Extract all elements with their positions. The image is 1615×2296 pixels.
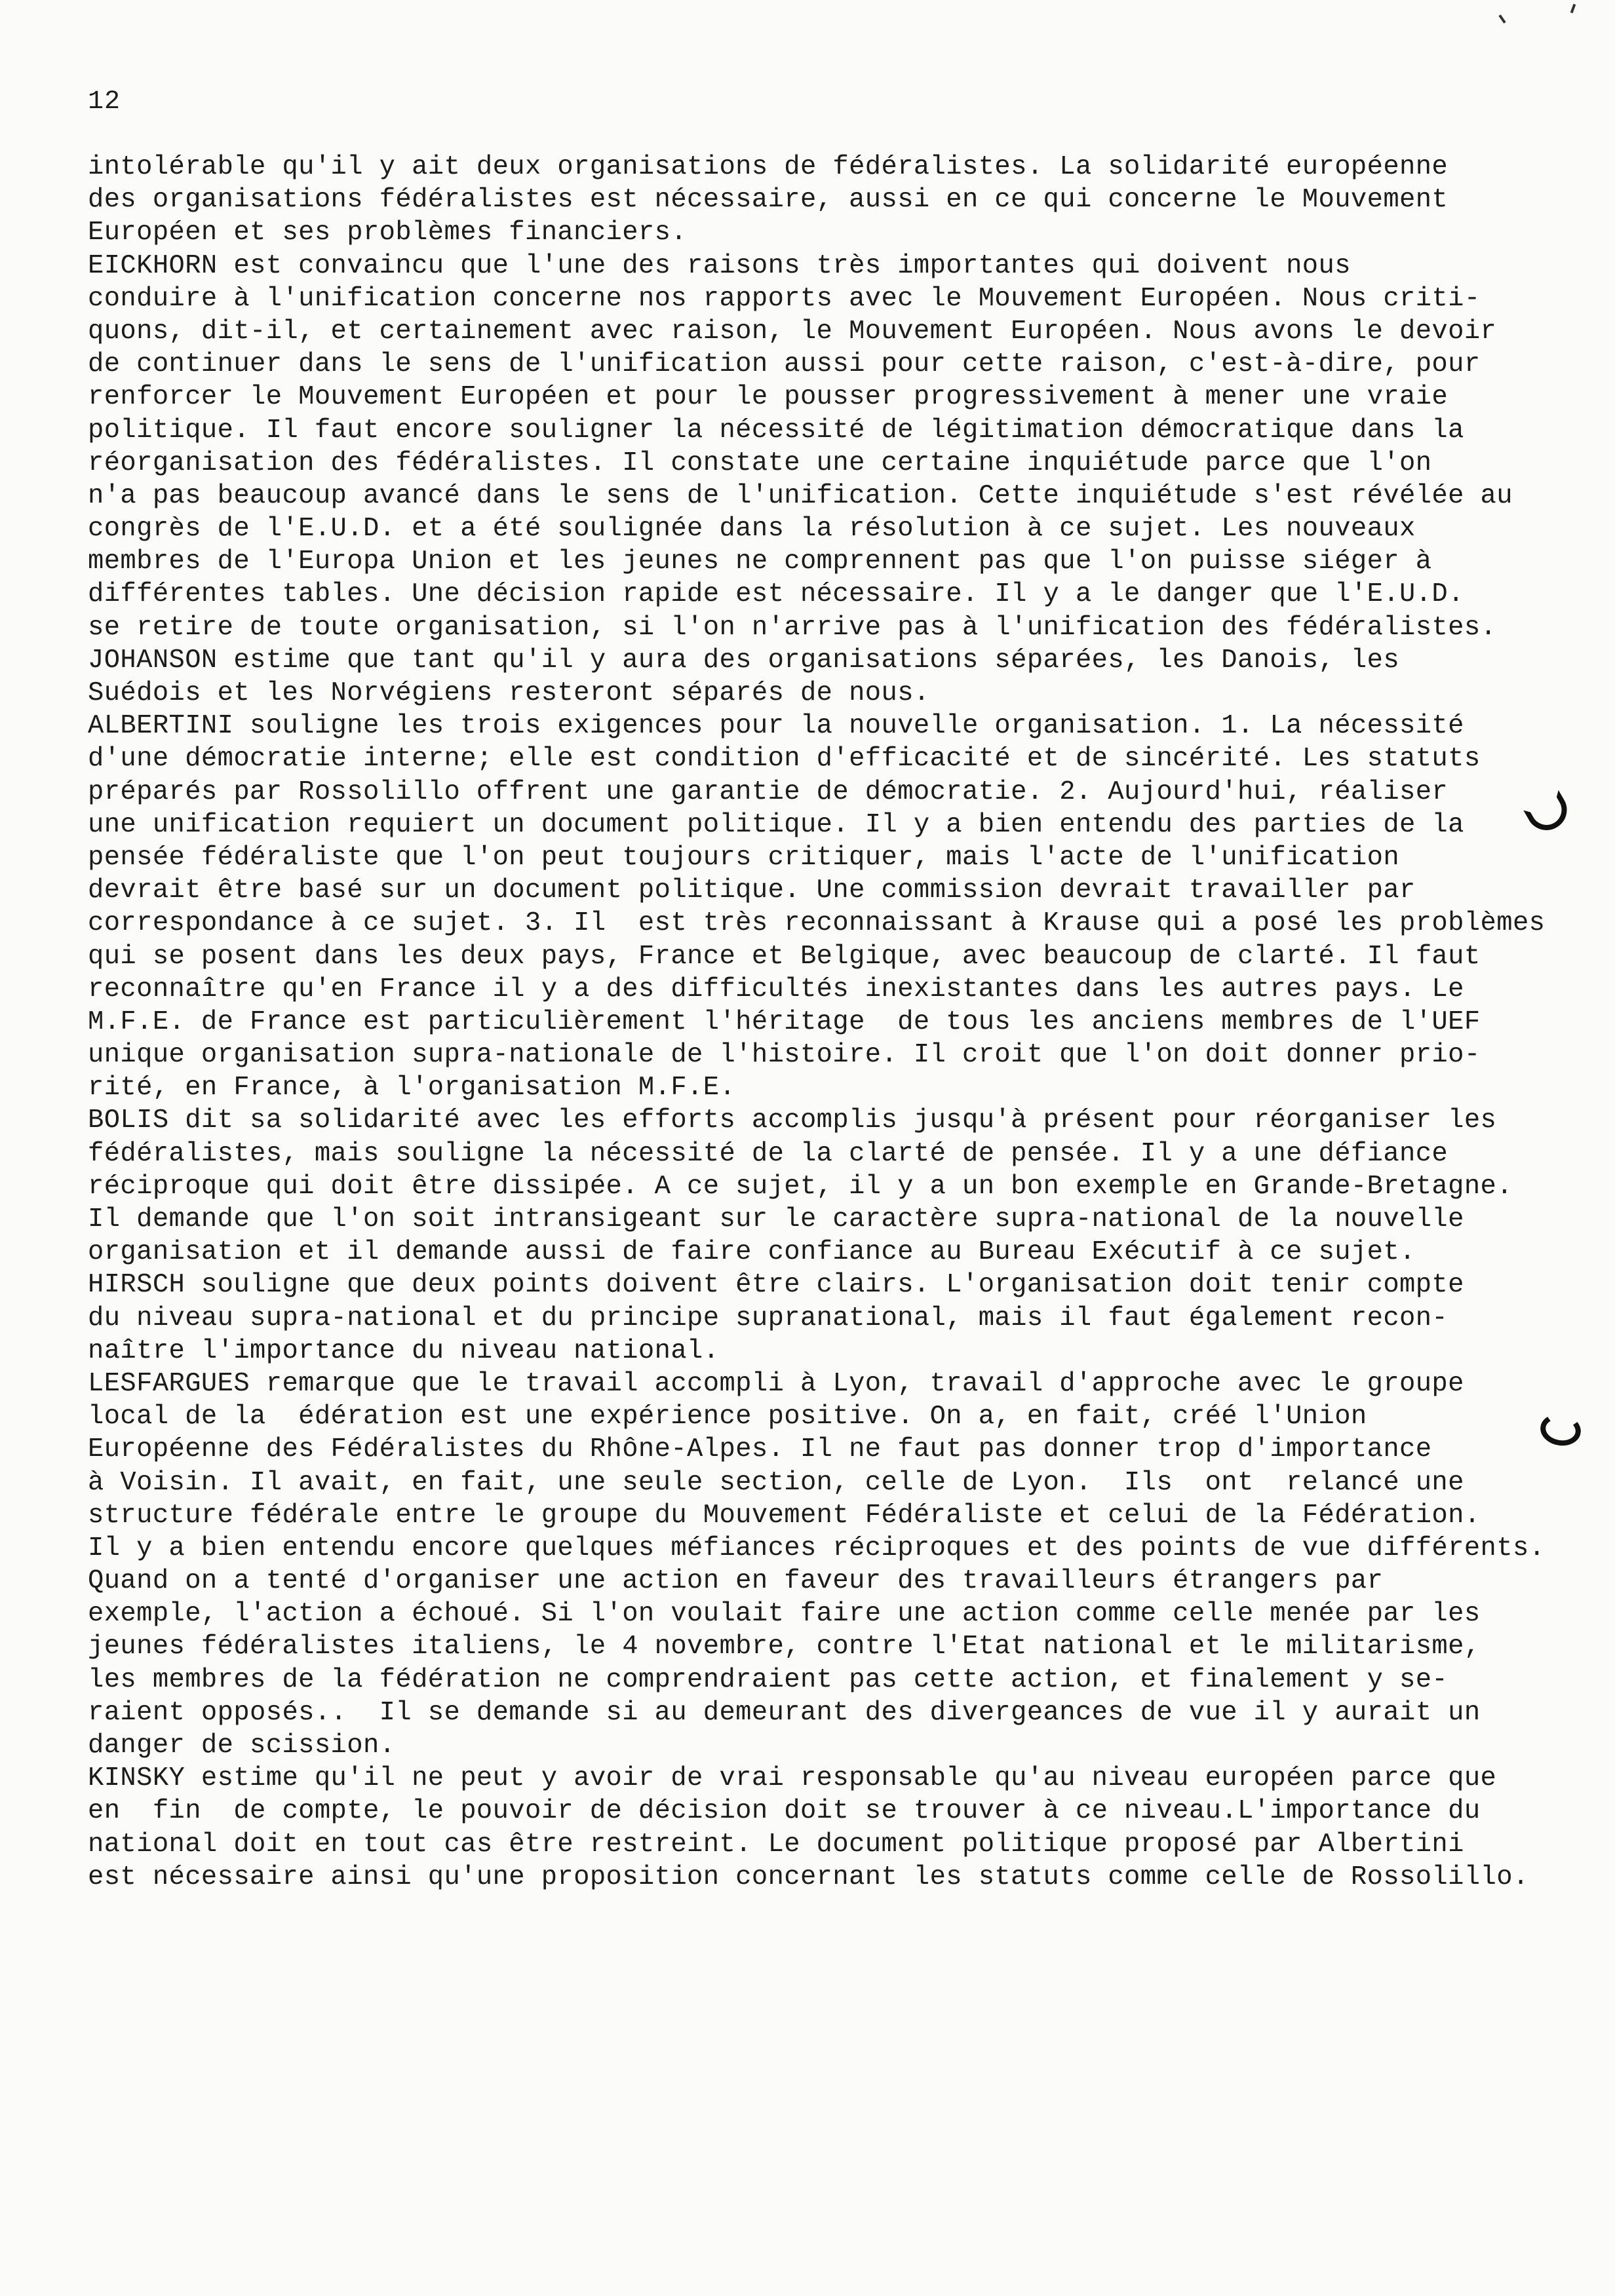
text-line: structure fédérale entre le groupe du Mouvement Fédéraliste et celui de la Fédération.	[88, 1500, 1481, 1531]
text-line: de continuer dans le sens de l'unification aussi pour cette raison, c'est-à-dire, pour	[88, 349, 1481, 380]
text-line: les membres de la fédération ne comprendraient pas cette action, et finalement y se-	[88, 1664, 1449, 1695]
text-line: naître l'importance du niveau national.	[88, 1335, 720, 1366]
text-line: intolérable qu'il y ait deux organisations de fédéralistes. La solidarité européenne	[88, 152, 1449, 182]
text-line: fédéralistes, mais souligne la nécessité de la clarté de pensée. Il y a une défiance	[88, 1138, 1449, 1169]
text-line: réorganisation des fédéralistes. Il constate une certaine inquiétude parce que l'on	[88, 448, 1432, 478]
text-line: reconnaître qu'en France il y a des difficultés inexistantes dans les autres pays. Le	[88, 974, 1464, 1004]
text-line: Il y a bien entendu encore quelques méfiances réciproques et des points de vue différents.	[88, 1533, 1546, 1563]
text-line: Quand on a tenté d'organiser une action en faveur des travailleurs étrangers par	[88, 1566, 1384, 1597]
text-line: qui se posent dans les deux pays, France et Belgique, avec beaucoup de clarté. Il faut	[88, 941, 1481, 972]
text-line: jeunes fédéralistes italiens, le 4 novembre, contre l'Etat national et le militarisme,	[88, 1632, 1481, 1662]
text-line: danger de scission.	[88, 1731, 396, 1761]
text-line: d'une démocratie interne; elle est condition d'efficacité et de sincérité. Les statuts	[88, 744, 1481, 775]
scan-mark	[1570, 4, 1576, 14]
text-line: congrès de l'E.U.D. et a été soulignée dans la résolution à ce sujet. Les nouveaux	[88, 514, 1416, 545]
text-line: devrait être basé sur un document politique. Une commission devrait travailler par	[88, 875, 1416, 906]
text-line: en fin de compte, le pouvoir de décision doit se trouver à ce niveau.L'importance du	[88, 1796, 1481, 1827]
text-line: rité, en France, à l'organisation M.F.E.	[88, 1073, 736, 1103]
text-line: M.F.E. de France est particulièrement l'héritage de tous les anciens membres de l'UEF	[88, 1006, 1481, 1037]
text-line: local de la édération est une expérience positive. On a, en fait, créé l'Union	[88, 1402, 1367, 1432]
text-line: pensée fédéraliste que l'on peut toujours critiquer, mais l'acte de l'unification	[88, 842, 1400, 873]
text-line: quons, dit-il, et certainement avec raison, le Mouvement Européen. Nous avons le devoir	[88, 316, 1497, 347]
text-line: renforcer le Mouvement Européen et pour le pousser progressivement à mener une vraie	[88, 382, 1449, 413]
body-text	[88, 151, 1549, 1894]
text-line: correspondance à ce sujet. 3. Il est très reconnaissant à Krause qui a posé les problèmes	[88, 908, 1546, 939]
scan-mark	[1498, 14, 1506, 24]
page-number: 12	[88, 87, 121, 117]
text-line: différentes tables. Une décision rapide est nécessaire. Il y a le danger que l'E.U.D.	[88, 579, 1464, 610]
text-line: KINSKY estime qu'il ne peut y avoir de vrai responsable qu'au niveau européen parce que	[88, 1763, 1497, 1794]
text-line: membres de l'Europa Union et les jeunes ne comprennent pas que l'on puisse siéger à	[88, 546, 1432, 577]
text-line: une unification requiert un document politique. Il y a bien entendu des parties de la	[88, 809, 1464, 840]
text-line: Européenne des Fédéralistes du Rhône-Alpes. Il ne faut pas donner trop d'importance	[88, 1434, 1432, 1465]
text-line: Il demande que l'on soit intransigeant sur le caractère supra-national de la nouvelle	[88, 1204, 1464, 1234]
text-line: ALBERTINI souligne les trois exigences pour la nouvelle organisation. 1. La nécessité	[88, 711, 1464, 742]
text-line: JOHANSON estime que tant qu'il y aura des organisations séparées, les Danois, les	[88, 645, 1400, 676]
text-line: LESFARGUES remarque que le travail accompli à Lyon, travail d'approche avec le groupe	[88, 1368, 1464, 1399]
text-line: du niveau supra-national et du principe supranational, mais il faut également recon-	[88, 1303, 1449, 1333]
text-line: des organisations fédéralistes est nécessaire, aussi en ce qui concerne le Mouvement	[88, 185, 1449, 216]
text-line: se retire de toute organisation, si l'on n'arrive pas à l'unification des fédéralistes.	[88, 612, 1497, 643]
text-line: préparés par Rossolillo offrent une garantie de démocratie. 2. Aujourd'hui, réaliser	[88, 776, 1449, 807]
text-line: est nécessaire ainsi qu'une proposition concernant les statuts comme celle de Rossolillo.	[88, 1862, 1529, 1892]
text-line: Européen et ses problèmes financiers.	[88, 218, 688, 248]
text-line: conduire à l'unification concerne nos rapports avec le Mouvement Européen. Nous criti-	[88, 283, 1481, 314]
text-line: HIRSCH souligne que deux points doivent être clairs. L'organisation doit tenir compte	[88, 1270, 1464, 1301]
text-line: EICKHORN est convaincu que l'une des raisons très importantes qui doivent nous	[88, 250, 1351, 281]
text-line: BOLIS dit sa solidarité avec les efforts accomplis jusqu'à présent pour réorganiser les	[88, 1105, 1497, 1136]
text-line: réciproque qui doit être dissipée. A ce sujet, il y a un bon exemple en Grande-Bretagne.	[88, 1171, 1513, 1202]
text-line: à Voisin. Il avait, en fait, une seule section, celle de Lyon. Ils ont relancé une	[88, 1467, 1464, 1498]
text-line: n'a pas beaucoup avancé dans le sens de l'unification. Cette inquiétude s'est révélée au	[88, 480, 1513, 511]
text-line: raient opposés.. Il se demande si au demeurant des divergeances de vue il y aurait un	[88, 1697, 1481, 1728]
text-line: exemple, l'action a échoué. Si l'on voulait faire une action comme celle menée par les	[88, 1599, 1481, 1630]
text-line: organisation et il demande aussi de faire confiance au Bureau Exécutif à ce sujet.	[88, 1237, 1416, 1268]
text-line: national doit en tout cas être restreint. Le document politique proposé par Albertini	[88, 1829, 1464, 1860]
text-line: Suédois et les Norvégiens resteront séparés de nous.	[88, 678, 930, 708]
text-line: unique organisation supra-nationale de l'histoire. Il croit que l'on doit donner prio-	[88, 1040, 1481, 1071]
text-line: politique. Il faut encore souligner la nécessité de légitimation démocratique dans la	[88, 415, 1464, 446]
